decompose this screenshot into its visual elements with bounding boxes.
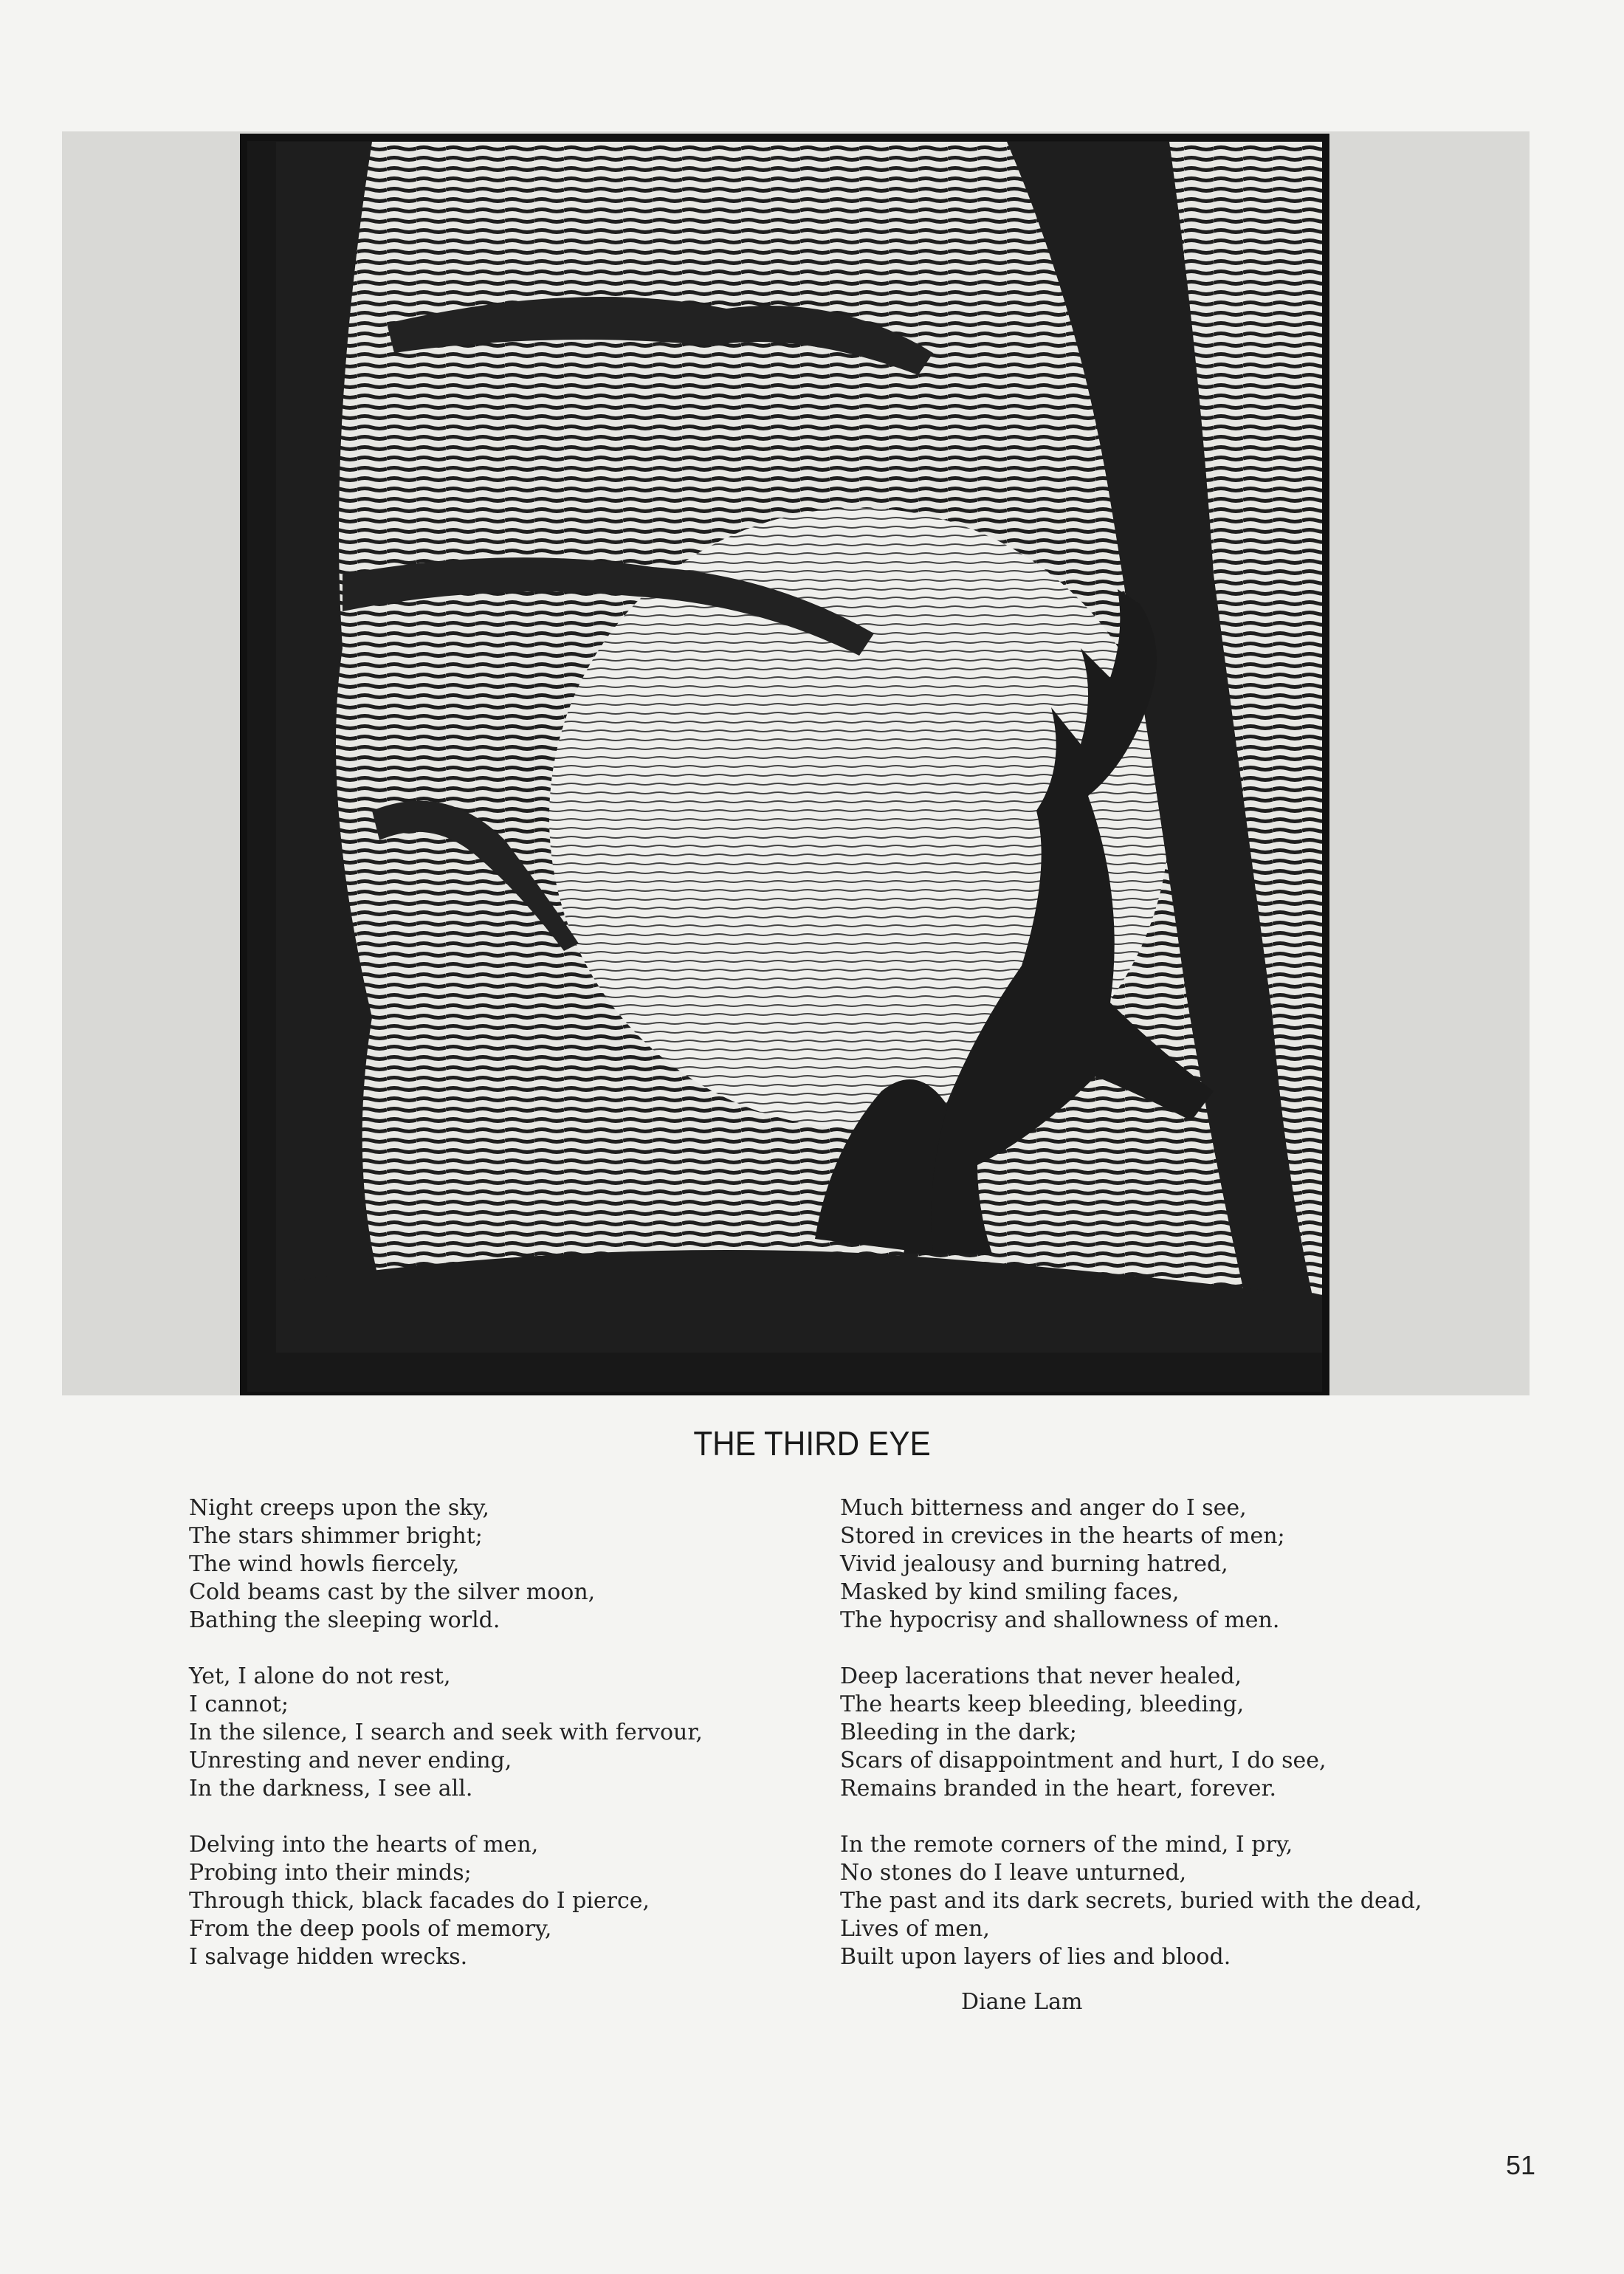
poem-line: Cold beams cast by the silver moon, [189,1579,596,1605]
poem-line: The hearts keep bleeding, bleeding, [840,1691,1245,1717]
poem-right-column [840,1494,1534,1999]
poem-line: Yet, I alone do not rest, [189,1663,451,1689]
poem-line: Probing into their minds; [189,1860,472,1886]
poem-stanza [840,1494,1534,1635]
woodcut-wolf-image [62,131,1530,1395]
poem-line: In the silence, I search and seek with fervour, [189,1720,703,1745]
poem-line: Unresting and never ending, [189,1748,512,1773]
poem-line: Bleeding in the dark; [840,1720,1077,1745]
poem-stanza [840,1831,1534,1971]
poem-line: Deep lacerations that never healed, [840,1663,1242,1689]
poem-line: Lives of men, [840,1916,990,1942]
poem-line: Delving into the hearts of men, [189,1832,539,1858]
poem-line: Built upon layers of lies and blood. [840,1944,1231,1970]
poem-title: THE THIRD EYE [693,1424,931,1463]
poem-line: The hypocrisy and shallowness of men. [840,1607,1280,1633]
poem-left-column [189,1494,824,1999]
poem-line: No stones do I leave unturned, [840,1860,1187,1886]
poem-line: Bathing the sleeping world. [189,1607,500,1633]
page-number: 51 [1506,2150,1536,2180]
poem-author: Diane Lam [961,1989,1083,2015]
poem-line: The past and its dark secrets, buried with the dead, [840,1888,1422,1914]
poem-line: Masked by kind smiling faces, [840,1579,1180,1605]
poem-line: Through thick, black facades do I pierce, [189,1888,650,1914]
poem-line: Remains branded in the heart, forever. [840,1776,1277,1801]
poem-line: I salvage hidden wrecks. [189,1944,468,1970]
poem-stanza [840,1663,1534,1803]
poem-line: From the deep pools of memory, [189,1916,552,1942]
wolf-moon-woodcut [62,131,1530,1395]
poem-line: In the darkness, I see all. [189,1776,473,1801]
poem-line: The wind howls fiercely, [189,1551,460,1577]
poem-line: I cannot; [189,1691,289,1717]
poem-line: The stars shimmer bright; [189,1523,483,1549]
poem-line: Night creeps upon the sky, [189,1495,489,1521]
poem-line: Stored in crevices in the hearts of men; [840,1523,1285,1549]
poem-stanza [189,1831,824,1971]
poem-stanza [189,1494,824,1635]
poem-line: Vivid jealousy and burning hatred, [840,1551,1228,1577]
poem-line: In the remote corners of the mind, I pry, [840,1832,1293,1858]
poem-stanza [189,1663,824,1803]
poem-line: Much bitterness and anger do I see, [840,1495,1247,1521]
poem-line: Scars of disappointment and hurt, I do see, [840,1748,1327,1773]
